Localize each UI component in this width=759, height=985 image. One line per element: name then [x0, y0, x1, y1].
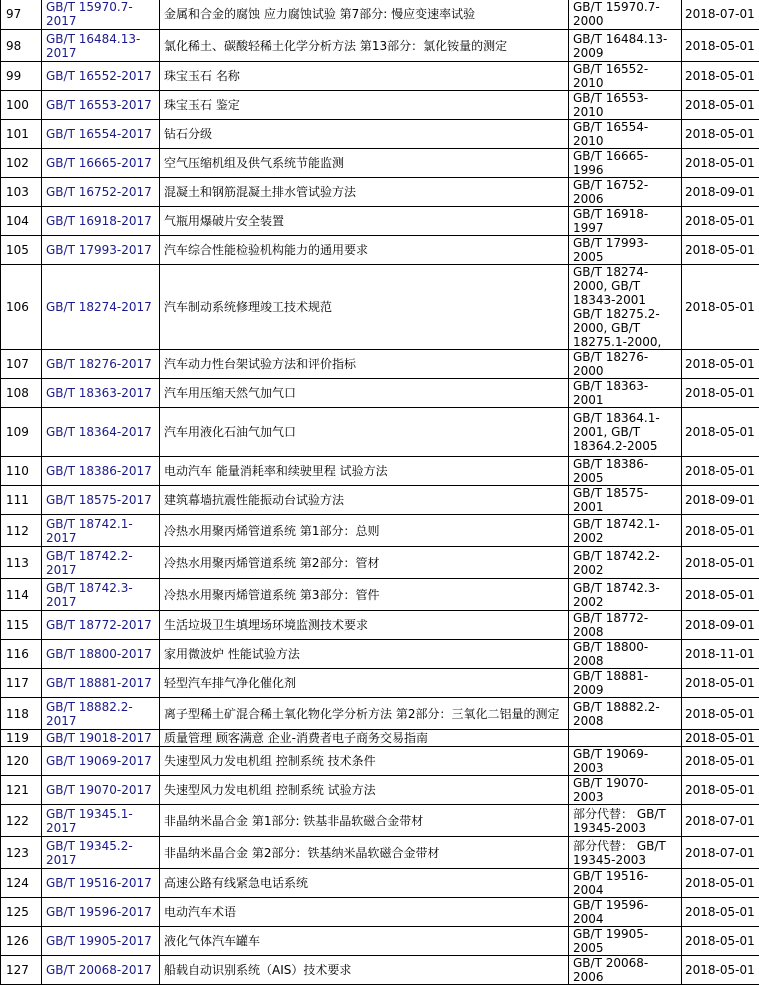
table-row — [1, 669, 759, 698]
standard-title: 混凝土和钢筋混凝土排水管试验方法 — [160, 178, 569, 207]
standard-title: 冷热水用聚丙烯管道系统 第1部分：总则 — [160, 515, 569, 547]
replaced-standard: GB/T 18742.3-2002 — [569, 579, 682, 611]
standard-title: 离子型稀土矿混合稀土氧化物化学分析方法 第2部分：三氧化二铝量的测定 — [160, 698, 569, 730]
row-number: 121 — [1, 776, 42, 805]
standard-code-cell — [42, 805, 160, 837]
replaced-standard: GB/T 18276-2000 — [569, 350, 682, 379]
effective-date: 2018-05-01 — [682, 956, 759, 985]
table-row — [1, 956, 759, 985]
replaced-standard: GB/T 20068-2006 — [569, 956, 682, 985]
standard-code-link[interactable]: GB/T 18800-2017 — [46, 647, 152, 661]
row-number: 110 — [1, 457, 42, 486]
standard-code-cell — [42, 408, 160, 457]
table-row — [1, 611, 759, 640]
replaced-standard: GB/T 19905-2005 — [569, 927, 682, 956]
row-number: 127 — [1, 956, 42, 985]
standard-code-link[interactable]: GB/T 19345.2-2017 — [46, 839, 133, 867]
standard-code-link[interactable]: GB/T 18364-2017 — [46, 425, 152, 439]
standard-code-cell — [42, 350, 160, 379]
standard-code-link[interactable]: GB/T 19516-2017 — [46, 876, 152, 890]
standard-title: 家用微波炉 性能试验方法 — [160, 640, 569, 669]
replaced-standard: GB/T 16553-2010 — [569, 91, 682, 120]
row-number: 115 — [1, 611, 42, 640]
standard-title: 汽车用液化石油气加气口 — [160, 408, 569, 457]
replaced-standard: GB/T 18742.2-2002 — [569, 547, 682, 579]
standard-title: 珠宝玉石 鉴定 — [160, 91, 569, 120]
table-row — [1, 120, 759, 149]
standard-code-link[interactable]: GB/T 19905-2017 — [46, 934, 152, 948]
standard-code-link[interactable]: GB/T 19596-2017 — [46, 905, 152, 919]
replaced-standard: GB/T 18386-2005 — [569, 457, 682, 486]
standard-title: 钻石分级 — [160, 120, 569, 149]
standard-code-link[interactable]: GB/T 19345.1-2017 — [46, 807, 133, 835]
standard-code-cell — [42, 776, 160, 805]
standard-title: 空气压缩机组及供气系统节能监测 — [160, 149, 569, 178]
effective-date: 2018-05-01 — [682, 62, 759, 91]
effective-date: 2018-05-01 — [682, 350, 759, 379]
replaced-standard: GB/T 16484.13-2009 — [569, 30, 682, 62]
table-row — [1, 62, 759, 91]
effective-date: 2018-05-01 — [682, 776, 759, 805]
effective-date: 2018-05-01 — [682, 265, 759, 350]
row-number: 120 — [1, 747, 42, 776]
effective-date: 2018-09-01 — [682, 486, 759, 515]
standard-title: 金属和合金的腐蚀 应力腐蚀试验 第7部分: 慢应变速率试验 — [160, 0, 569, 30]
standard-code-cell — [42, 120, 160, 149]
effective-date: 2018-05-01 — [682, 91, 759, 120]
table-row — [1, 486, 759, 515]
row-number: 118 — [1, 698, 42, 730]
standard-code-cell — [42, 747, 160, 776]
standard-code-cell — [42, 265, 160, 350]
row-number: 98 — [1, 30, 42, 62]
replaced-standard: GB/T 17993-2005 — [569, 236, 682, 265]
standard-title: 电动汽车术语 — [160, 898, 569, 927]
row-number: 102 — [1, 149, 42, 178]
standard-title: 汽车动力性台架试验方法和评价指标 — [160, 350, 569, 379]
standard-code-link[interactable]: GB/T 16484.13-2017 — [46, 32, 140, 60]
standard-code-cell — [42, 91, 160, 120]
replaced-standard — [569, 730, 682, 747]
standard-code-cell — [42, 178, 160, 207]
standard-code-cell — [42, 640, 160, 669]
table-row — [1, 0, 759, 30]
standard-code-link[interactable]: GB/T 16552-2017 — [46, 69, 152, 83]
replaced-standard: GB/T 18742.1-2002 — [569, 515, 682, 547]
standard-code-cell — [42, 579, 160, 611]
effective-date: 2018-05-01 — [682, 869, 759, 898]
row-number: 113 — [1, 547, 42, 579]
table-row — [1, 805, 759, 837]
effective-date: 2018-05-01 — [682, 730, 759, 747]
table-row — [1, 837, 759, 869]
replaced-standard: GB/T 16918-1997 — [569, 207, 682, 236]
replaced-standard: GB/T 16665-1996 — [569, 149, 682, 178]
standard-code-cell — [42, 547, 160, 579]
row-number: 104 — [1, 207, 42, 236]
standard-title: 冷热水用聚丙烯管道系统 第3部分：管件 — [160, 579, 569, 611]
table-row — [1, 178, 759, 207]
standard-title: 船载自动识别系统（AIS）技术要求 — [160, 956, 569, 985]
replaced-standard: GB/T 16554-2010 — [569, 120, 682, 149]
standard-title: 非晶纳米晶合金 第2部分：铁基纳米晶软磁合金带材 — [160, 837, 569, 869]
standard-title: 汽车综合性能检验机构能力的通用要求 — [160, 236, 569, 265]
row-number: 126 — [1, 927, 42, 956]
standard-code-link[interactable]: GB/T 15970.7-2017 — [46, 0, 133, 28]
effective-date: 2018-05-01 — [682, 149, 759, 178]
effective-date: 2018-05-01 — [682, 120, 759, 149]
standard-code-link[interactable]: GB/T 16752-2017 — [46, 185, 152, 199]
standard-code-cell — [42, 837, 160, 869]
standard-title: 汽车制动系统修理竣工技术规范 — [160, 265, 569, 350]
row-number: 112 — [1, 515, 42, 547]
replaced-standard: 部分代替： GB/T 19345-2003 — [569, 805, 682, 837]
row-number: 100 — [1, 91, 42, 120]
standard-code-cell — [42, 457, 160, 486]
row-number: 122 — [1, 805, 42, 837]
replaced-standard: GB/T 19070-2003 — [569, 776, 682, 805]
row-number: 117 — [1, 669, 42, 698]
standard-code-link[interactable]: GB/T 16554-2017 — [46, 127, 152, 141]
standard-code-cell — [42, 956, 160, 985]
table-row — [1, 869, 759, 898]
standard-code-link[interactable]: GB/T 18742.2-2017 — [46, 549, 133, 577]
standard-code-link[interactable]: GB/T 18575-2017 — [46, 493, 152, 507]
table-row — [1, 898, 759, 927]
table-row — [1, 350, 759, 379]
standard-code-link[interactable]: GB/T 16665-2017 — [46, 156, 152, 170]
standard-code-link[interactable]: GB/T 19018-2017 — [46, 731, 152, 745]
replaced-standard: GB/T 18882.2-2008 — [569, 698, 682, 730]
effective-date: 2018-05-01 — [682, 30, 759, 62]
table-row — [1, 579, 759, 611]
standard-title: 珠宝玉石 名称 — [160, 62, 569, 91]
standard-title: 高速公路有线紧急电话系统 — [160, 869, 569, 898]
row-number: 124 — [1, 869, 42, 898]
effective-date: 2018-05-01 — [682, 927, 759, 956]
table-row — [1, 379, 759, 408]
standard-code-cell — [42, 30, 160, 62]
standard-code-link[interactable]: GB/T 20068-2017 — [46, 963, 152, 977]
standard-code-cell — [42, 207, 160, 236]
row-number: 109 — [1, 408, 42, 457]
row-number: 114 — [1, 579, 42, 611]
table-row — [1, 149, 759, 178]
row-number: 123 — [1, 837, 42, 869]
standard-title: 气瓶用爆破片安全装置 — [160, 207, 569, 236]
row-number: 101 — [1, 120, 42, 149]
standard-code-cell — [42, 730, 160, 747]
table-row — [1, 927, 759, 956]
effective-date: 2018-05-01 — [682, 236, 759, 265]
row-number: 99 — [1, 62, 42, 91]
effective-date: 2018-07-01 — [682, 837, 759, 869]
standard-title: 失速型风力发电机组 控制系统 技术条件 — [160, 747, 569, 776]
row-number: 108 — [1, 379, 42, 408]
table-row — [1, 91, 759, 120]
standard-title: 失速型风力发电机组 控制系统 试验方法 — [160, 776, 569, 805]
replaced-standard: 部分代替： GB/T 19345-2003 — [569, 837, 682, 869]
effective-date: 2018-05-01 — [682, 457, 759, 486]
table-row — [1, 698, 759, 730]
table-row — [1, 265, 759, 350]
row-number: 119 — [1, 730, 42, 747]
effective-date: 2018-05-01 — [682, 547, 759, 579]
replaced-standard: GB/T 19069-2003 — [569, 747, 682, 776]
standard-code-cell — [42, 62, 160, 91]
effective-date: 2018-07-01 — [682, 805, 759, 837]
row-number: 107 — [1, 350, 42, 379]
standard-code-link[interactable]: GB/T 17993-2017 — [46, 243, 152, 257]
effective-date: 2018-05-01 — [682, 379, 759, 408]
effective-date: 2018-09-01 — [682, 611, 759, 640]
standard-code-link[interactable]: GB/T 18742.1-2017 — [46, 517, 133, 545]
replaced-standard: GB/T 18575-2001 — [569, 486, 682, 515]
table-row — [1, 457, 759, 486]
standard-code-link[interactable]: GB/T 19069-2017 — [46, 754, 152, 768]
effective-date: 2018-05-01 — [682, 698, 759, 730]
standard-code-link[interactable]: GB/T 18363-2017 — [46, 386, 152, 400]
replaced-standard: GB/T 18800-2008 — [569, 640, 682, 669]
table-row — [1, 547, 759, 579]
standard-code-cell — [42, 149, 160, 178]
table-row — [1, 730, 759, 747]
standard-title: 建筑幕墙抗震性能振动台试验方法 — [160, 486, 569, 515]
row-number: 97 — [1, 0, 42, 30]
standard-code-link[interactable]: GB/T 18882.2-2017 — [46, 700, 133, 728]
standard-code-link[interactable]: GB/T 18772-2017 — [46, 618, 152, 632]
replaced-standard: GB/T 19516-2004 — [569, 869, 682, 898]
effective-date: 2018-05-01 — [682, 747, 759, 776]
row-number: 106 — [1, 265, 42, 350]
standard-code-link[interactable]: GB/T 19070-2017 — [46, 783, 152, 797]
standard-code-cell — [42, 486, 160, 515]
table-row — [1, 640, 759, 669]
row-number: 116 — [1, 640, 42, 669]
replaced-standard: GB/T 16552-2010 — [569, 62, 682, 91]
standard-code-cell — [42, 379, 160, 408]
standard-title: 液化气体汽车罐车 — [160, 927, 569, 956]
replaced-standard: GB/T 18364.1-2001, GB/T 18364.2-2005 — [569, 408, 682, 457]
standard-code-cell — [42, 698, 160, 730]
effective-date: 2018-05-01 — [682, 408, 759, 457]
standard-title: 非晶纳米晶合金 第1部分: 铁基非晶软磁合金带材 — [160, 805, 569, 837]
replaced-standard: GB/T 18772-2008 — [569, 611, 682, 640]
standard-title: 汽车用压缩天然气加气口 — [160, 379, 569, 408]
table-row — [1, 236, 759, 265]
row-number: 103 — [1, 178, 42, 207]
table-row — [1, 30, 759, 62]
table-row — [1, 408, 759, 457]
effective-date: 2018-05-01 — [682, 207, 759, 236]
standard-code-cell — [42, 0, 160, 30]
effective-date: 2018-05-01 — [682, 515, 759, 547]
effective-date: 2018-05-01 — [682, 579, 759, 611]
standard-code-cell — [42, 236, 160, 265]
replaced-standard: GB/T 15970.7-2000 — [569, 0, 682, 30]
standard-title: 生活垃圾卫生填埋场环境监测技术要求 — [160, 611, 569, 640]
standard-code-cell — [42, 515, 160, 547]
standard-code-link[interactable]: GB/T 18881-2017 — [46, 676, 152, 690]
standard-code-cell — [42, 869, 160, 898]
effective-date: 2018-07-01 — [682, 0, 759, 30]
replaced-standard: GB/T 18363-2001 — [569, 379, 682, 408]
standard-code-link[interactable]: GB/T 18274-2017 — [46, 300, 152, 314]
standard-title: 电动汽车 能量消耗率和续驶里程 试验方法 — [160, 457, 569, 486]
row-number: 125 — [1, 898, 42, 927]
replaced-standard: GB/T 19596-2004 — [569, 898, 682, 927]
row-number: 111 — [1, 486, 42, 515]
table-row — [1, 207, 759, 236]
replaced-standard: GB/T 18881-2009 — [569, 669, 682, 698]
effective-date: 2018-09-01 — [682, 178, 759, 207]
standard-title: 冷热水用聚丙烯管道系统 第2部分：管材 — [160, 547, 569, 579]
standard-code-cell — [42, 898, 160, 927]
standard-code-link[interactable]: GB/T 16553-2017 — [46, 98, 152, 112]
standard-code-link[interactable]: GB/T 16918-2017 — [46, 214, 152, 228]
replaced-standard: GB/T 16752-2006 — [569, 178, 682, 207]
standard-code-link[interactable]: GB/T 18276-2017 — [46, 357, 152, 371]
effective-date: 2018-11-01 — [682, 640, 759, 669]
table-row — [1, 747, 759, 776]
standard-code-cell — [42, 669, 160, 698]
standard-code-cell — [42, 927, 160, 956]
table-row — [1, 776, 759, 805]
standard-code-link[interactable]: GB/T 18742.3-2017 — [46, 581, 133, 609]
standard-code-link[interactable]: GB/T 18386-2017 — [46, 464, 152, 478]
standard-code-cell — [42, 611, 160, 640]
replaced-standard: GB/T 18274-2000, GB/T 18343-2001 GB/T 18275.2-2000, GB/T 18275.1-2000, — [569, 265, 682, 350]
table-row — [1, 515, 759, 547]
effective-date: 2018-05-01 — [682, 898, 759, 927]
effective-date: 2018-05-01 — [682, 669, 759, 698]
standard-title: 质量管理 顾客满意 企业-消费者电子商务交易指南 — [160, 730, 569, 747]
standard-title: 轻型汽车排气净化催化剂 — [160, 669, 569, 698]
standard-title: 氯化稀土、碳酸轻稀土化学分析方法 第13部分：氯化铵量的测定 — [160, 30, 569, 62]
row-number: 105 — [1, 236, 42, 265]
